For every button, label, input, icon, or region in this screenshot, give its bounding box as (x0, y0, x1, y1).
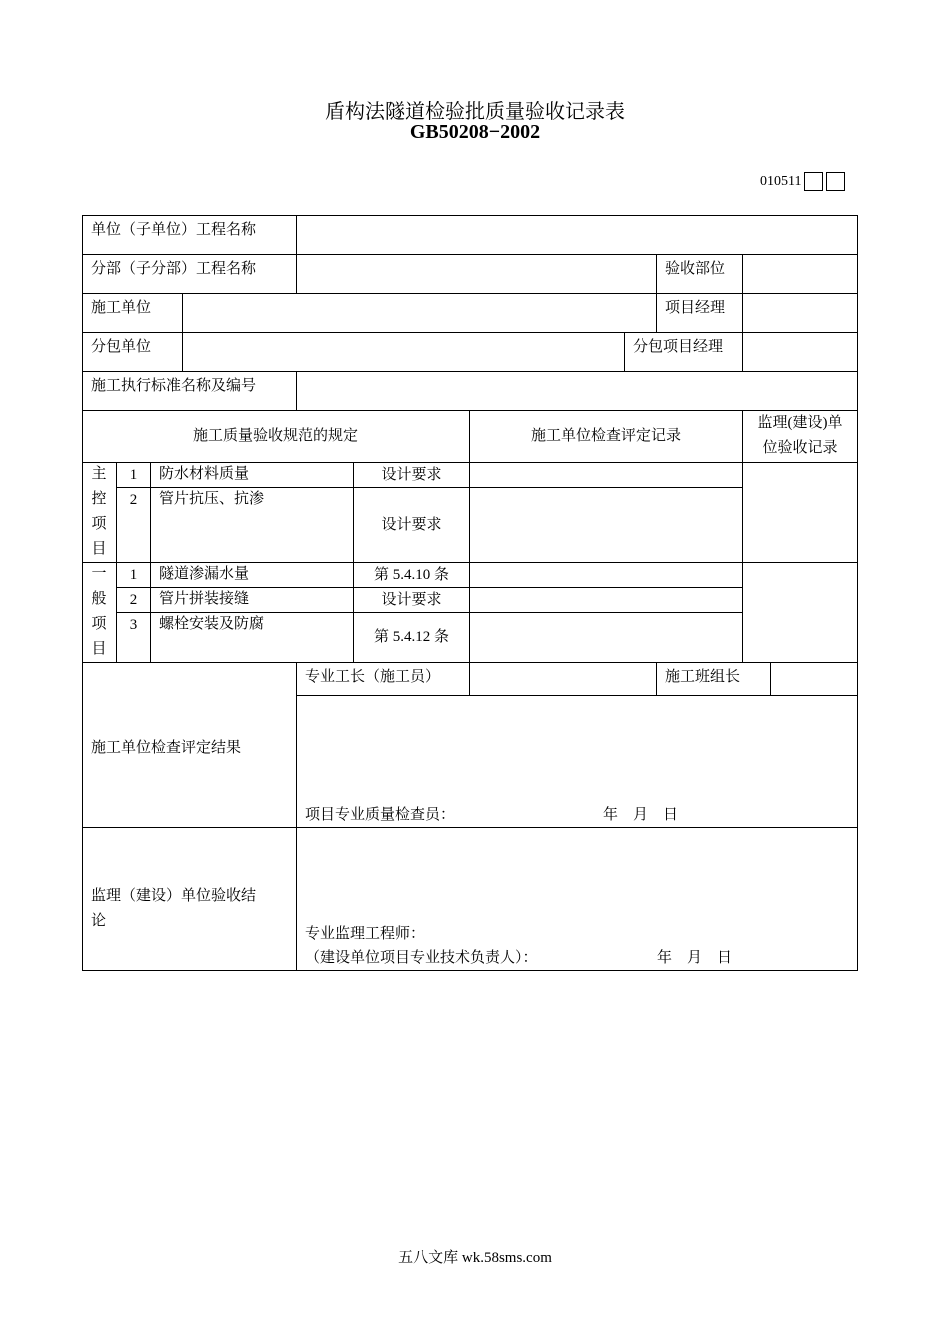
general-item-record[interactable] (470, 613, 742, 662)
project-manager-label: 项目经理 (665, 300, 726, 316)
main-item-name: 管片抗压、抗渗 (159, 491, 265, 507)
standard-name-label: 施工执行标准名称及编号 (91, 378, 257, 394)
team-leader-label: 施工班组长 (665, 669, 741, 685)
general-item-no: 1 (129, 566, 138, 583)
general-item-name: 管片拼装接缝 (159, 591, 250, 607)
contractor-record-header: 施工单位检查评定记录 (530, 428, 681, 444)
standard-code: GB50208−2002 (409, 121, 541, 143)
general-item-name: 隧道渗漏水量 (159, 566, 250, 582)
supervisor-date: 年 月 日 (657, 950, 733, 966)
contractor-result-label: 施工单位检查评定结果 (91, 740, 242, 756)
contractor-field[interactable] (183, 294, 656, 332)
general-item-req: 设计要求 (381, 591, 442, 608)
supervisor-conclusion-line1: 监理（建设）单位验收结 (91, 888, 257, 904)
supervisor-record-header (743, 411, 857, 462)
main-control-char: 控 (91, 491, 107, 507)
foreman-label: 专业工长（施工员） (305, 669, 441, 685)
main-item-no: 1 (129, 466, 138, 483)
main-supervisor-record[interactable] (743, 463, 857, 562)
code-box-2[interactable] (826, 172, 845, 191)
general-char: 目 (91, 641, 107, 657)
main-item-record[interactable] (470, 463, 742, 487)
main-item-record[interactable] (470, 488, 742, 562)
supervisor-record-header-line1: 监理(建设)单 (757, 415, 843, 431)
subcontractor-label: 分包单位 (91, 339, 152, 355)
general-item-no: 2 (129, 591, 138, 608)
general-char: 一 (91, 566, 107, 582)
standard-name-field[interactable] (297, 372, 857, 410)
main-item-name: 防水材料质量 (159, 466, 250, 482)
main-control-char: 目 (91, 541, 107, 557)
inspector-date: 年 月 日 (603, 807, 679, 823)
sub-project-label: 分部（子分部）工程名称 (91, 261, 257, 277)
contractor-label: 施工单位 (91, 300, 152, 316)
team-leader-field[interactable] (771, 663, 857, 695)
project-manager-field[interactable] (743, 294, 857, 332)
inspector-label: 项目专业质量检查员： (305, 807, 456, 823)
owner-rep-label: （建设单位项目专业技术负责人）： (305, 950, 538, 966)
general-supervisor-record[interactable] (743, 563, 857, 662)
form-code-number: 010511 (760, 173, 802, 189)
sub-project-manager-field[interactable] (743, 333, 857, 371)
sub-project-field[interactable] (297, 255, 656, 293)
general-item-req: 第 5.4.10 条 (373, 566, 449, 583)
main-control-char: 主 (91, 466, 107, 482)
supervisor-conclusion-line2: 论 (91, 913, 107, 929)
main-item-req: 设计要求 (381, 466, 442, 483)
acceptance-part-field[interactable] (743, 255, 857, 293)
subcontractor-field[interactable] (183, 333, 624, 371)
supervisor-engineer-label: 专业监理工程师： (305, 926, 426, 942)
acceptance-part-label: 验收部位 (665, 261, 726, 277)
main-item-req: 设计要求 (381, 516, 442, 533)
sub-project-manager-label: 分包项目经理 (633, 339, 724, 355)
general-item-name: 螺栓安装及防腐 (159, 616, 265, 632)
supervisor-conclusion-label (82, 881, 296, 934)
footer-watermark: 五八文库 wk.58sms.com (398, 1250, 552, 1266)
main-item-no: 2 (129, 491, 138, 508)
supervisor-record-header-line2: 位验收记录 (762, 440, 838, 456)
main-control-char: 项 (91, 516, 107, 532)
general-item-req: 第 5.4.12 条 (373, 629, 449, 645)
general-char: 项 (91, 616, 107, 632)
general-item-no: 3 (129, 616, 138, 633)
foreman-field[interactable] (470, 663, 656, 695)
unit-project-field[interactable] (297, 216, 857, 254)
form-code (760, 172, 845, 191)
unit-project-label: 单位（子单位）工程名称 (91, 222, 257, 238)
general-char: 般 (91, 591, 107, 607)
spec-header: 施工质量验收规范的规定 (192, 428, 358, 444)
code-box-1[interactable] (804, 172, 823, 191)
general-item-record[interactable] (470, 563, 742, 587)
general-item-record[interactable] (470, 588, 742, 612)
form-title: 盾构法隧道检验批质量验收记录表 (325, 99, 625, 123)
